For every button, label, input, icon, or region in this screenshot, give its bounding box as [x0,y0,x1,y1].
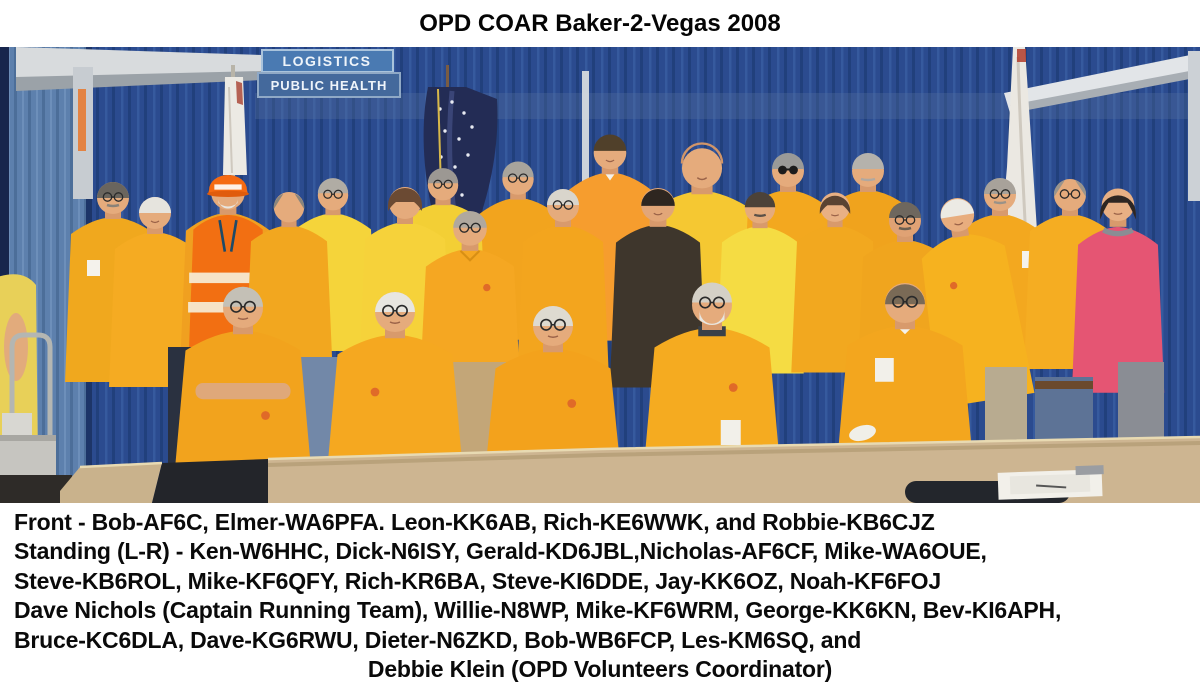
shirt-logo [371,388,380,397]
table-gap-shadow [152,459,268,503]
mustache [861,179,875,180]
shirt-logo [567,399,576,408]
shirt-logo [483,284,490,291]
logistics-sign-label: LOGISTICS [282,53,372,69]
public-health-sign [258,73,400,97]
photo-caption [0,503,1200,689]
helmet-reflective-band [214,184,241,189]
caption-line-standing: Standing (L-R) - Ken-W6HHC, Dick-N6ISY, Gerald-KD6JBL,Nicholas-AF6CF, Mike-WA6OUE, [14,538,987,565]
badge [721,420,741,445]
shirt-logo [729,383,738,392]
group-photo [0,47,1200,503]
badge [875,358,894,382]
crossed-arms [196,383,291,399]
caption-line-front: Front - Bob-AF6C, Elmer-WA6PFA. Leon-KK6AB, Rich-KE6WWK, and Robbie-KB6CJZ [14,509,935,535]
logistics-sign [262,50,393,72]
shirt-logo [261,411,270,420]
caption-line-4: Dave Nichols (Captain Running Team), Willie-N8WP, Mike-KF6WRM, George-KK6KN, Bev-KI6APH, [14,597,1062,624]
mustache [107,205,119,206]
caption-line-3: Steve-KB6ROL, Mike-KF6QFY, Rich-KR6BA, Steve-KI6DDE, Jay-KK6OZ, Noah-KF6FOJ [14,567,941,594]
photo-title: OPD COAR Baker-2-Vegas 2008 [419,9,781,37]
mustache [754,215,765,216]
orange-reflection [78,89,86,151]
stapler [1075,465,1103,475]
mustache [899,228,911,229]
mustache [994,202,1006,203]
badge [87,260,100,276]
belt [1035,381,1093,389]
caption-line-5: Bruce-KC6DLA, Dave-KG6RWU, Dieter-N6ZKD, Bob-WB6FCP, Les-KM6SQ, and [14,626,862,653]
caption-line-coordinator: Debbie Klein (OPD Volunteers Coordinator) [367,656,833,683]
public-health-sign-label: PUBLIC HEALTH [270,78,388,93]
photo-title-bar [0,0,1200,47]
